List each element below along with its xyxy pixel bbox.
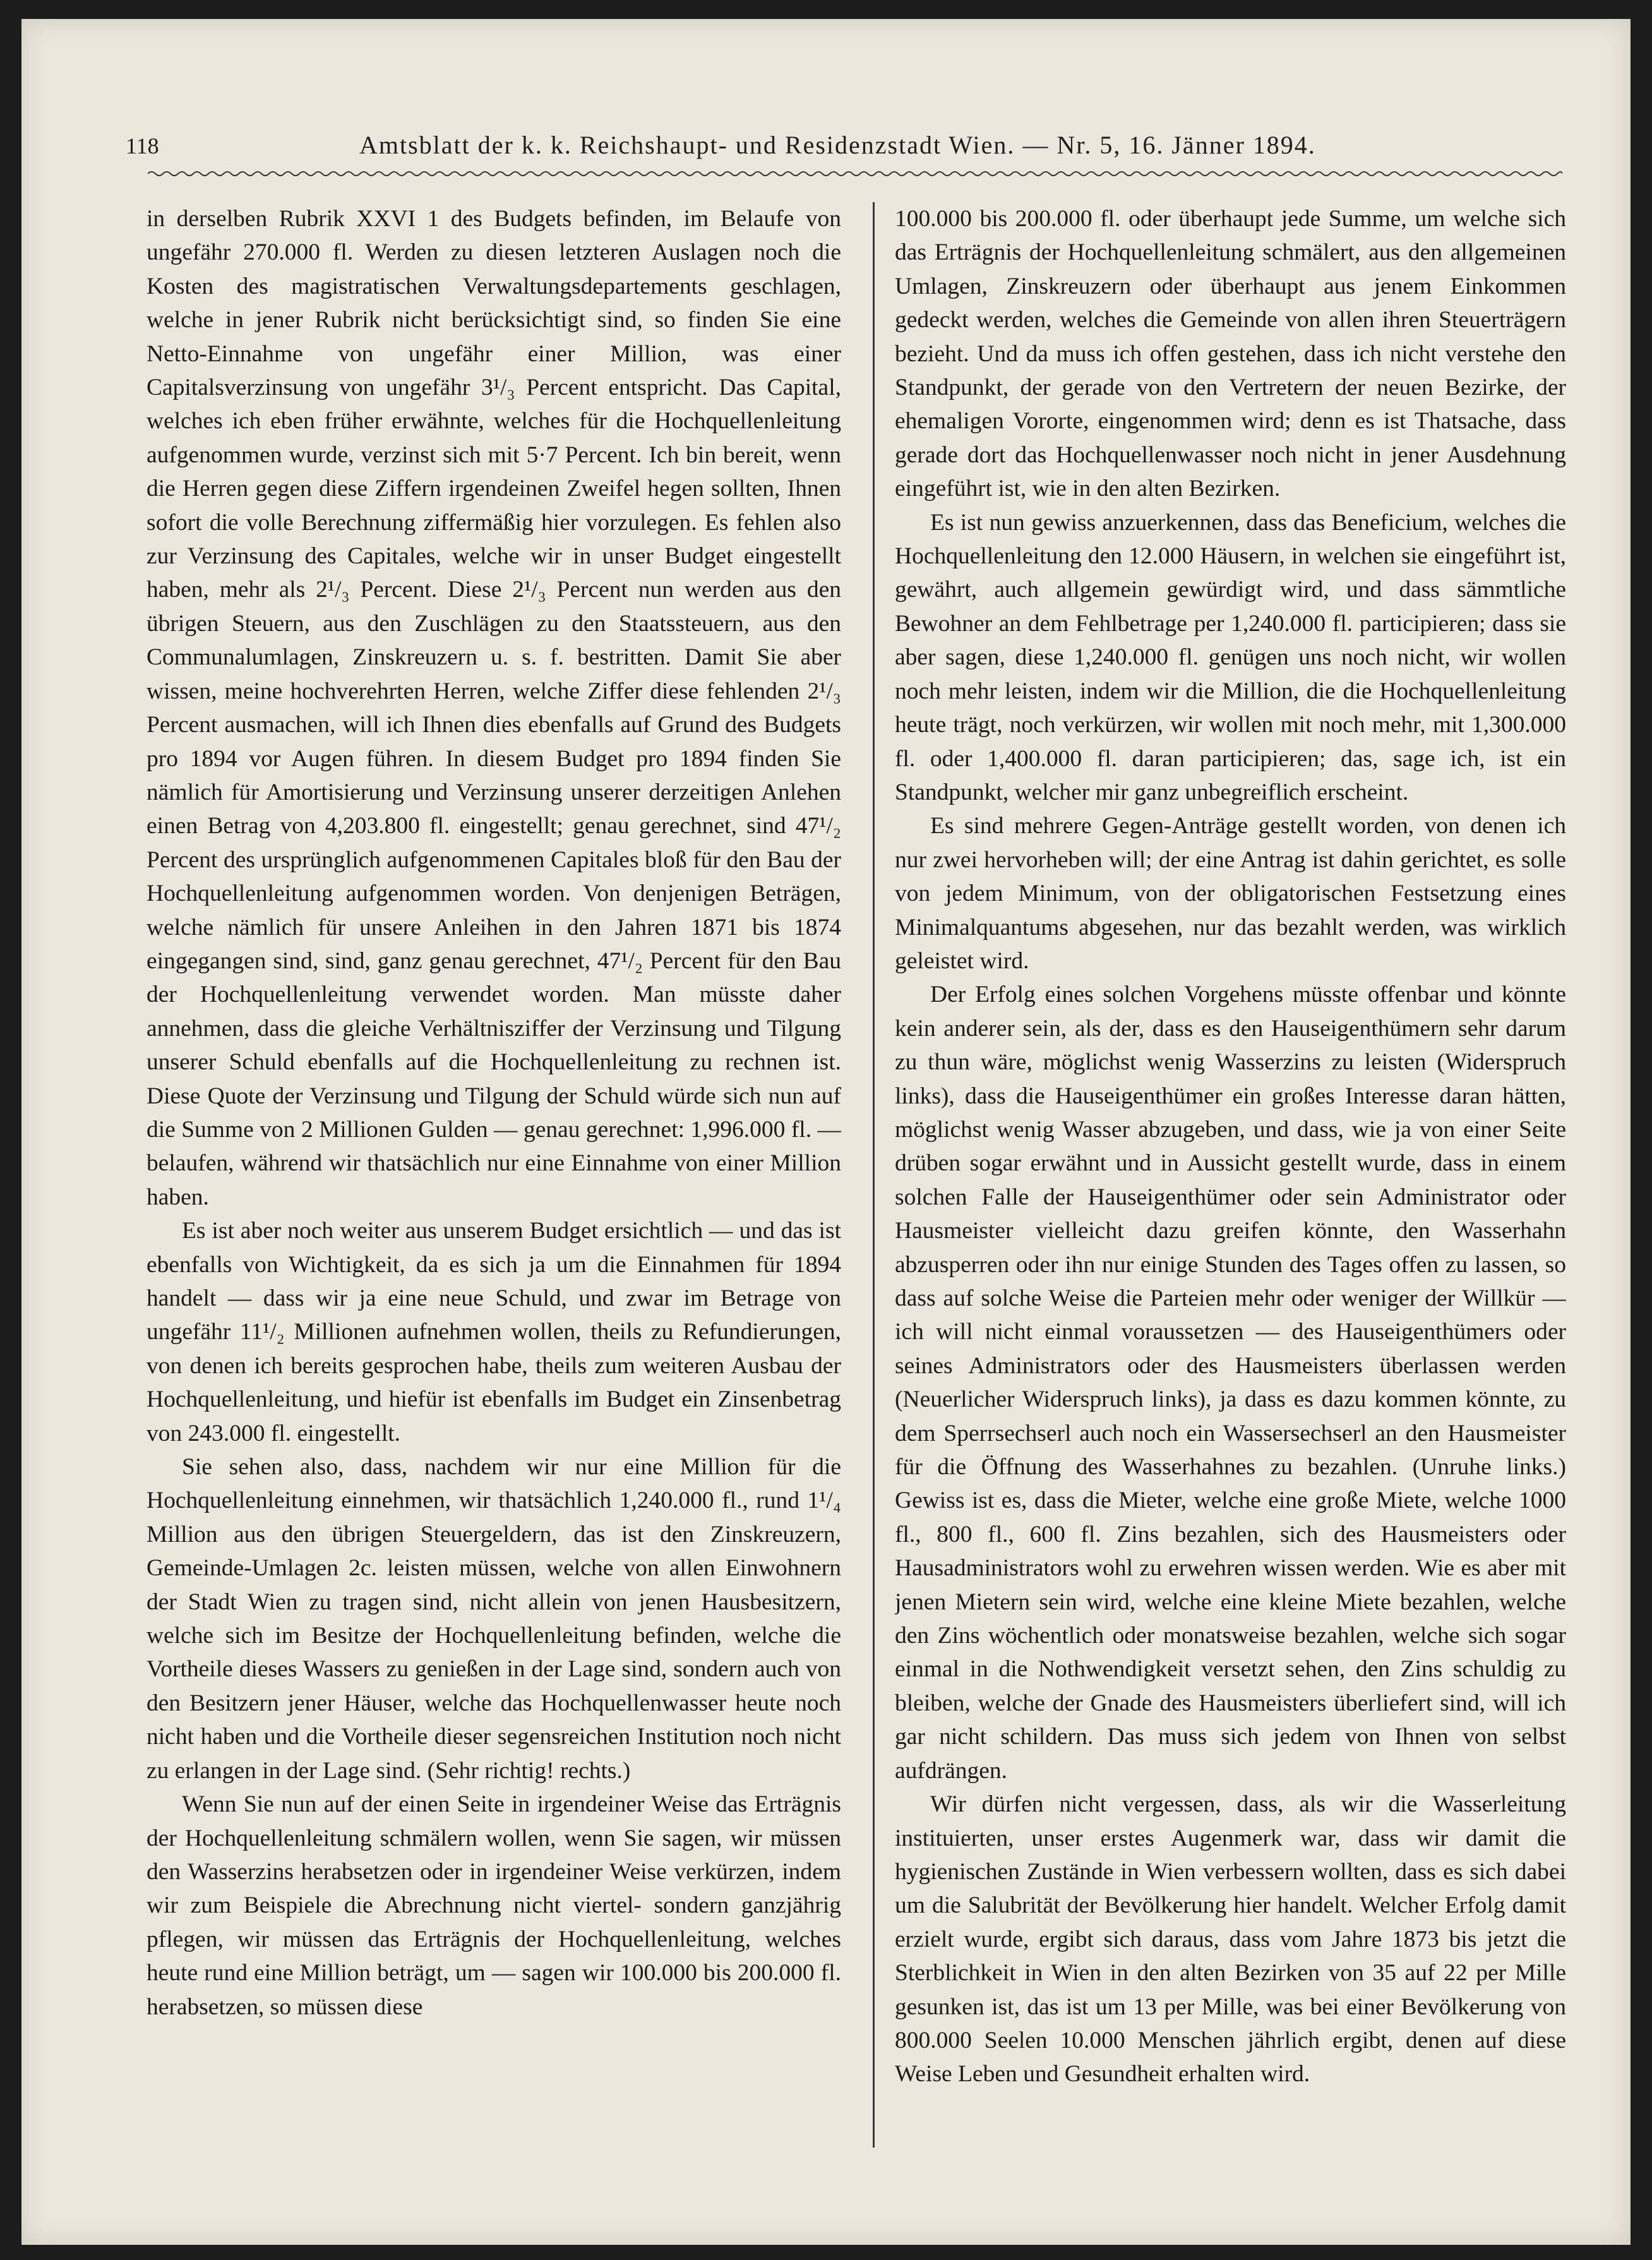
header-wavy-rule <box>148 169 1562 178</box>
paragraph: Sie sehen also, dass, nachdem wir nur eine Million für die Hochquellenleitung einnehmen, wir thatsächlich 1,240.000 fl., rund 1¹/₄ Million aus den übrigen Steuergeldern, das ist den Zinskreuzern, Gemeinde-Umlagen 2c. leisten müssen, welche von allen Einwohnern der Stadt Wien zu tragen sind, nicht allein von jenen Hausbesitzern, welche sich im Besitze der Hochquellenleitung befinden, welche die Vortheile dieses Wassers zu genießen in der Lage sind, sondern auch von den Besitzern jener Häuser, welche das Hochquellenwasser heute noch nicht haben und die Vortheile dieser segensreichen Institution noch nicht zu erlangen in der Lage sind. (Sehr richtig! rechts.) <box>147 1454 841 1784</box>
newspaper-page <box>21 19 1631 2245</box>
text-columns <box>147 202 1566 2148</box>
paragraph: Wenn Sie nun auf der einen Seite in irgendeiner Weise das Erträgnis der Hochquellenleitung schmälern wollen, wenn Sie sagen, wir müssen den Wasserzins herabsetzen oder in irgendeiner Weise verkürzen, indem wir zum Beispiele die Abrechnung nicht viertel- sondern ganzjährig pflegen, wir müssen das Erträgnis der Hochquellenleitung, welches heute rund eine Million beträgt, um — sagen wir 100.000 bis 200.000 fl. herabsetzen, so müssen diese <box>147 1791 841 2020</box>
paragraph: Der Erfolg eines solchen Vorgehens müsste offenbar und könnte kein anderer sein, als der, dass es den Hauseigenthümern sehr darum zu thun wäre, möglichst wenig Wasserzins zu leisten (Widerspruch links), dass die Hauseigenthümer ein großes Interesse daran hätten, möglichst wenig Wasser abzugeben, und dass, wie ja von einer Seite drüben sogar erwähnt und in Aussicht gestellt wurde, dass in einem solchen Falle der Hauseigenthümer oder sein Administrator oder Hausmeister vielleicht dazu greifen könnte, den Wasserhahn abzusperren oder ihn nur einige Stunden des Tages offen zu lassen, so dass auf solche Weise die Parteien mehr oder weniger der Willkür — ich will nicht einmal voraussetzen — des Hauseigenthümers oder seines Administrators oder des Hausmeisters überlassen werden (Neuerlicher Widerspruch links), ja dass es dazu kommen könnte, zu dem Sperrsechserl auch noch ein Wassersechserl an den Hausmeister für die Öffnung des Wasserhahnes zu bezahlen. (Unruhe links.) Gewiss ist es, dass die Mieter, welche eine große Miete, welche 1000 fl., 800 fl., 600 fl. Zins bezahlen, sich des Hausmeisters oder Hausadministrators wohl zu erwehren wissen werden. Wie es aber mit jenen Mietern sein wird, welche eine kleine Miete bezahlen, welche den Zins wöchentlich oder monatsweise bezahlen, welche sich sogar einmal in die Nothwendigkeit versetzt sehen, den Zins schuldig zu bleiben, welche der Gnade des Hausmeisters überliefert sind, will ich gar nicht schildern. Das muss sich jedem von Ihnen von selbst aufdrängen. <box>895 982 1566 1784</box>
paragraph: Es sind mehrere Gegen-Anträge gestellt worden, von denen ich nur zwei hervorheben will; der eine Antrag ist dahin gerichtet, es solle von jedem Minimum, von der obligatorischen Festsetzung eines Minimalquantums abgesehen, nur das bezahlt werden, was wirklich geleistet wird. <box>895 813 1566 974</box>
paragraph: Es ist aber noch weiter aus unserem Budget ersichtlich — und das ist ebenfalls von Wichtigkeit, da es sich ja um die Einnahmen für 1894 handelt — dass wir ja eine neue Schuld, und zwar im Betrage von ungefähr 11¹/₂ Millionen aufnehmen wollen, theils zu Refundierungen, von denen ich bereits gesprochen habe, theils zum weiteren Ausbau der Hochquellenleitung, und hiefür ist ebenfalls im Budget ein Zinsenbetrag von 243.000 fl. eingestellt. <box>147 1218 841 1446</box>
paragraph: Wir dürfen nicht vergessen, dass, als wir die Wasserleitung instituierten, unser erstes Augenmerk war, dass wir damit die hygienischen Zustände in Wien verbessern wollten, dass es sich dabei um die Salubrität der Bevölkerung hier handelt. Welcher Erfolg damit erzielt wurde, ergibt sich daraus, dass vom Jahre 1873 bis jetzt die Sterblichkeit in Wien in den alten Bezirken von 35 auf 22 per Mille gesunken ist, das ist um 13 per Mille, was bei einer Bevölkerung von 800.000 Seelen 10.000 Menschen jährlich ergibt, denen auf diese Weise Leben und Gesundheit erhalten wird. <box>895 1791 1566 2088</box>
paragraph: in derselben Rubrik XXVI 1 des Budgets befinden, im Belaufe von ungefähr 270.000 fl. Werden zu diesen letzteren Auslagen noch die Kosten des magistratischen Verwaltungsdepartements geschlagen, welche in jener Rubrik nicht berücksichtigt sind, so finden Sie eine Netto-Einnahme von ungefähr einer Million, was einer Capitalsverzinsung von ungefähr 3¹/₃ Percent entspricht. Das Capital, welches ich eben früher erwähnte, welches für die Hochquellenleitung aufgenommen wurde, verzinst sich mit 5·7 Percent. Ich bin bereit, wenn die Herren gegen diese Ziffern irgendeinen Zweifel hegen sollten, Ihnen sofort die volle Berechnung ziffermäßig hier vorzulegen. Es fehlen also zur Verzinsung des Capitales, welche wir in unser Budget eingestellt haben, mehr als 2¹/₃ Percent. Diese 2¹/₃ Percent nun werden aus den übrigen Steuern, aus den Zuschlägen zu den Staatssteuern, aus den Communalumlagen, Zinskreuzern u. s. f. bestritten. Damit Sie aber wissen, meine hochverehrten Herren, welche Ziffer diese fehlenden 2¹/₃ Percent ausmachen, will ich Ihnen dies ebenfalls auf Grund des Budgets pro 1894 vor Augen führen. In diesem Budget pro 1894 finden Sie nämlich für Amortisierung und Verzinsung unserer derzeitigen Anlehen einen Betrag von 4,203.800 fl. eingestellt; genau gerechnet, sind 47¹/₂ Percent des ursprünglich aufgenommenen Capitales bloß für den Bau der Hochquellenleitung aufgenommen worden. Von denjenigen Beträgen, welche nämlich für unsere Anleihen in den Jahren 1871 bis 1874 eingegangen sind, sind, ganz genau gerechnet, 47¹/₂ Percent für den Bau der Hochquellenleitung verwendet worden. Man müsste daher annehmen, dass die gleiche Verhältnisziffer der Verzinsung und Tilgung unserer Schuld ebenfalls auf die Hochquellenleitung zu rechnen ist. Diese Quote der Verzinsung und Tilgung der Schuld würde sich nun auf die Summe von 2 Millionen Gulden — genau gerechnet: 1,996.000 fl. — belaufen, während wir thatsächlich nur eine Einnahme von einer Million haben. <box>147 206 841 1210</box>
page-number: 118 <box>126 133 159 159</box>
paragraph: 100.000 bis 200.000 fl. oder überhaupt jede Summe, um welche sich das Erträgnis der Hochquellenleitung schmälert, aus den allgemeinen Umlagen, Zinskreuzern oder überhaupt aus jenem Einkommen gedeckt werden, welches die Gemeinde von allen ihren Steuerträgern bezieht. Und da muss ich offen gestehen, dass ich nicht verstehe den Standpunkt, der gerade von den Vertretern der neuen Bezirke, der ehemaligen Vororte, eingenommen wird; denn es ist Thatsache, dass gerade dort das Hochquellenwasser noch nicht in jener Ausdehnung eingeführt ist, wie in den alten Bezirken. <box>895 206 1566 502</box>
left-column <box>147 202 841 2148</box>
running-title: Amtsblatt der k. k. Reichshaupt- und Residenzstadt Wien. — Nr. 5, 16. Jänner 1894. <box>359 131 1316 159</box>
column-divider <box>873 202 875 2148</box>
right-column <box>895 202 1566 2148</box>
paragraph: Es ist nun gewiss anzuerkennen, dass das Beneficium, welches die Hochquellenleitung den 12.000 Häusern, in welchen sie eingeführt ist, gewährt, auch allgemein gewürdigt wird, und dass sämmtliche Bewohner an dem Fehlbetrage per 1,240.000 fl. participieren; dass sie aber sagen, diese 1,240.000 fl. genügen uns noch nicht, wir wollen noch mehr leisten, indem wir die Million, die die Hochquellenleitung heute trägt, noch verkürzen, wir wollen mit noch mehr, mit 1,300.000 fl. oder 1,400.000 fl. daran participieren; das, sage ich, ist ein Standpunkt, welcher mir ganz unbegreiflich erscheint. <box>895 509 1566 805</box>
